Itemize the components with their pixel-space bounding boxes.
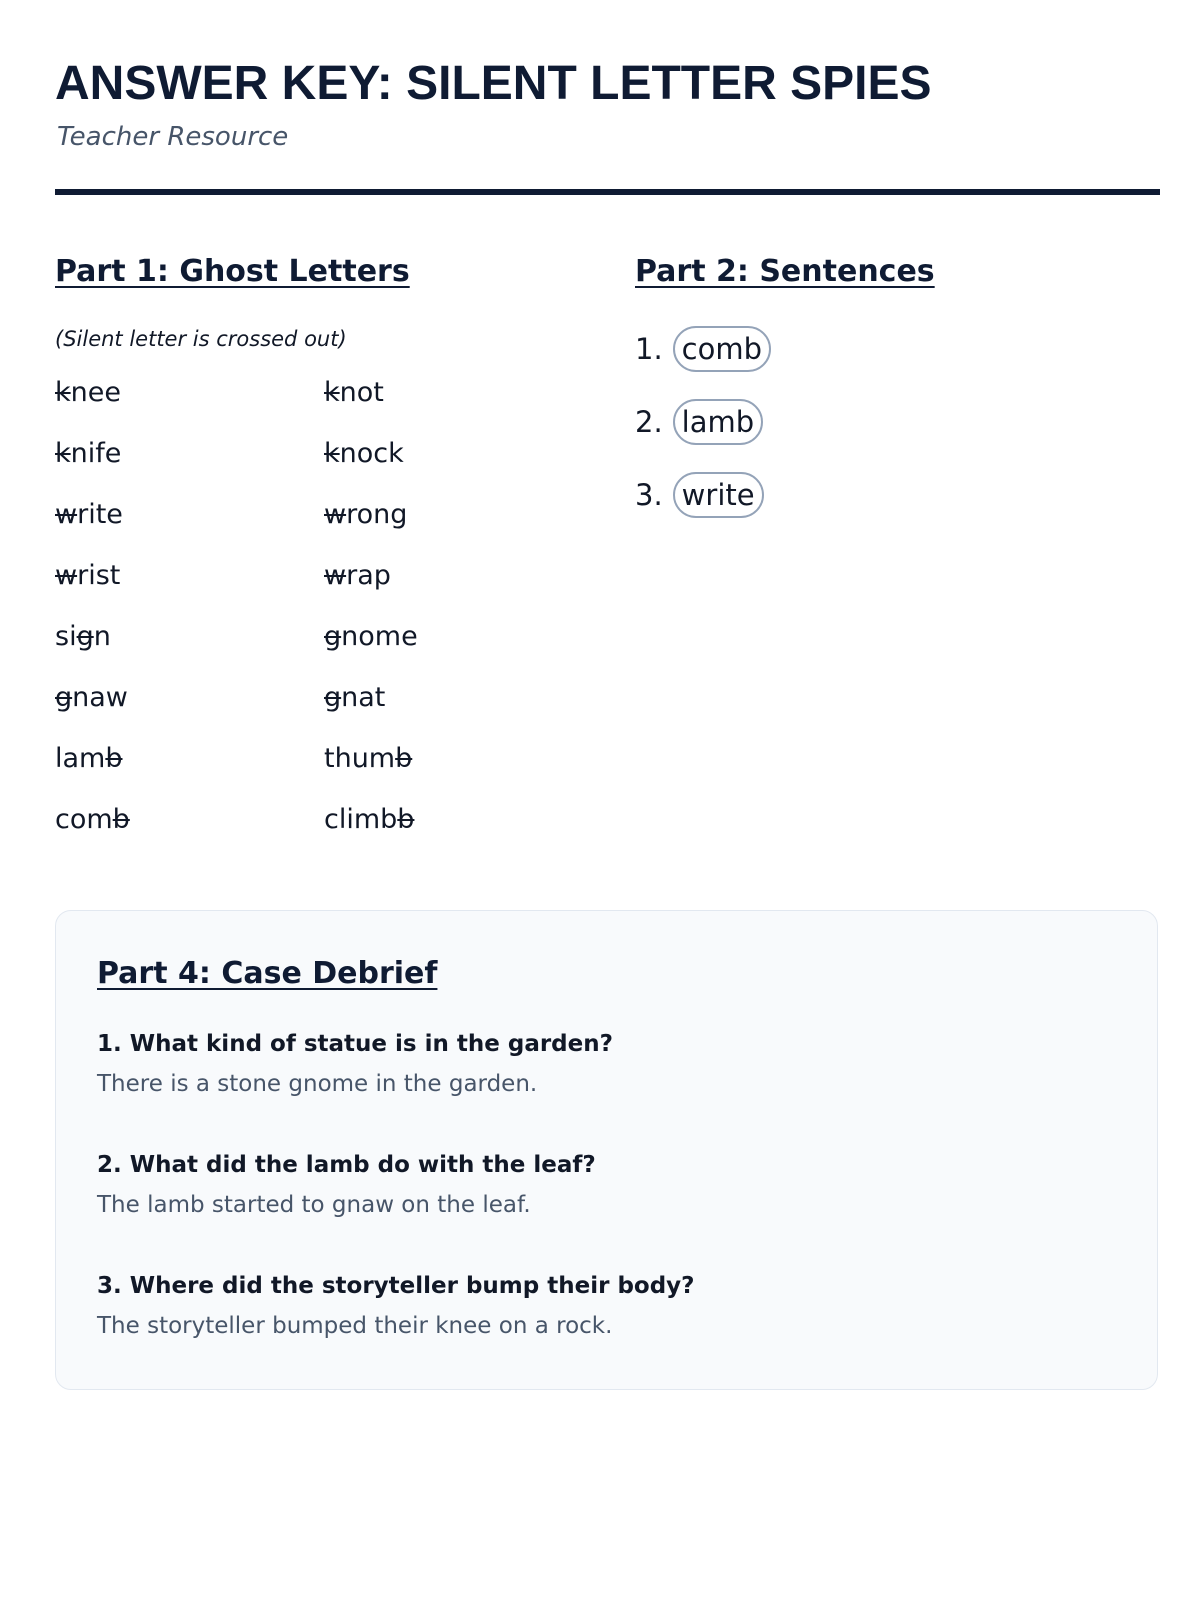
silent-letter: w [324,499,347,530]
silent-letter: k [55,377,71,408]
ghost-word [324,375,384,411]
header-divider [55,189,1160,195]
word-part: nat [341,682,386,713]
word-part: rap [346,560,391,591]
silent-letter: w [55,560,78,591]
silent-letter: w [55,499,78,530]
circled-answer: comb [673,326,771,372]
silent-letter: b [395,743,413,774]
part1-instruction-note: (Silent letter is crossed out) [55,327,347,351]
debrief-question: 1. What kind of statue is in the garden? [97,1031,613,1057]
ghost-word [55,375,121,411]
ghost-word [55,558,120,594]
word-part: nock [339,438,404,469]
debrief-question: 2. What did the lamb do with the leaf? [97,1152,596,1178]
circled-answer: lamb [673,399,764,445]
part1-heading: Part 1: Ghost Letters [55,254,410,289]
sentence-answer-item [635,325,771,373]
circled-answer: write [673,472,764,518]
debrief-answer: There is a stone gnome in the garden. [97,1071,538,1097]
ghost-word [55,680,128,716]
sentence-number: 1. [635,332,663,366]
silent-letter: g [76,621,94,652]
page-title: ANSWER KEY: SILENT LETTER SPIES [55,57,932,110]
silent-letter: g [324,621,342,652]
word-part: si [55,621,77,652]
word-part: lam [55,743,106,774]
sentence-answer-item [635,398,763,446]
ghost-word [324,436,404,472]
silent-letter: b [397,804,415,835]
word-part: rong [346,499,408,530]
page-subtitle: Teacher Resource [57,122,289,152]
word-part: rite [77,499,123,530]
silent-letter: k [324,377,340,408]
ghost-word [55,741,123,777]
silent-letter: w [324,560,347,591]
sentence-answer-item [635,471,764,519]
part4-heading: Part 4: Case Debrief [97,956,438,991]
word-part: rist [77,560,121,591]
ghost-word [55,497,123,533]
word-part: not [339,377,384,408]
answer-key-page [55,0,1160,1600]
word-part: n [93,621,111,652]
ghost-word [55,802,130,838]
silent-letter: b [112,804,130,835]
sentence-number: 3. [635,478,663,512]
word-part: naw [72,682,128,713]
word-part: thum [324,743,396,774]
ghost-word [324,802,414,838]
word-part: nife [70,438,122,469]
silent-letter: b [105,743,123,774]
silent-letter: g [55,682,73,713]
silent-letter: k [55,438,71,469]
ghost-word [324,619,418,655]
ghost-word [324,741,412,777]
debrief-qa-item [97,1270,1097,1342]
ghost-word [324,680,385,716]
sentence-number: 2. [635,405,663,439]
silent-letter: g [324,682,342,713]
word-part: com [55,804,113,835]
word-part: climb [324,804,398,835]
debrief-answer: The storyteller bumped their knee on a rock. [97,1313,613,1339]
ghost-word [55,619,111,655]
debrief-question: 3. Where did the storyteller bump their body? [97,1273,695,1299]
ghost-word [324,497,407,533]
part2-heading: Part 2: Sentences [635,254,935,289]
debrief-qa-item [97,1028,1097,1100]
ghost-word [324,558,391,594]
debrief-qa-item [97,1149,1097,1221]
debrief-answer: The lamb started to gnaw on the leaf. [97,1192,531,1218]
word-part: nome [341,621,418,652]
ghost-word [55,436,121,472]
case-debrief-panel [55,910,1158,1390]
word-part: nee [70,377,121,408]
silent-letter: k [324,438,340,469]
